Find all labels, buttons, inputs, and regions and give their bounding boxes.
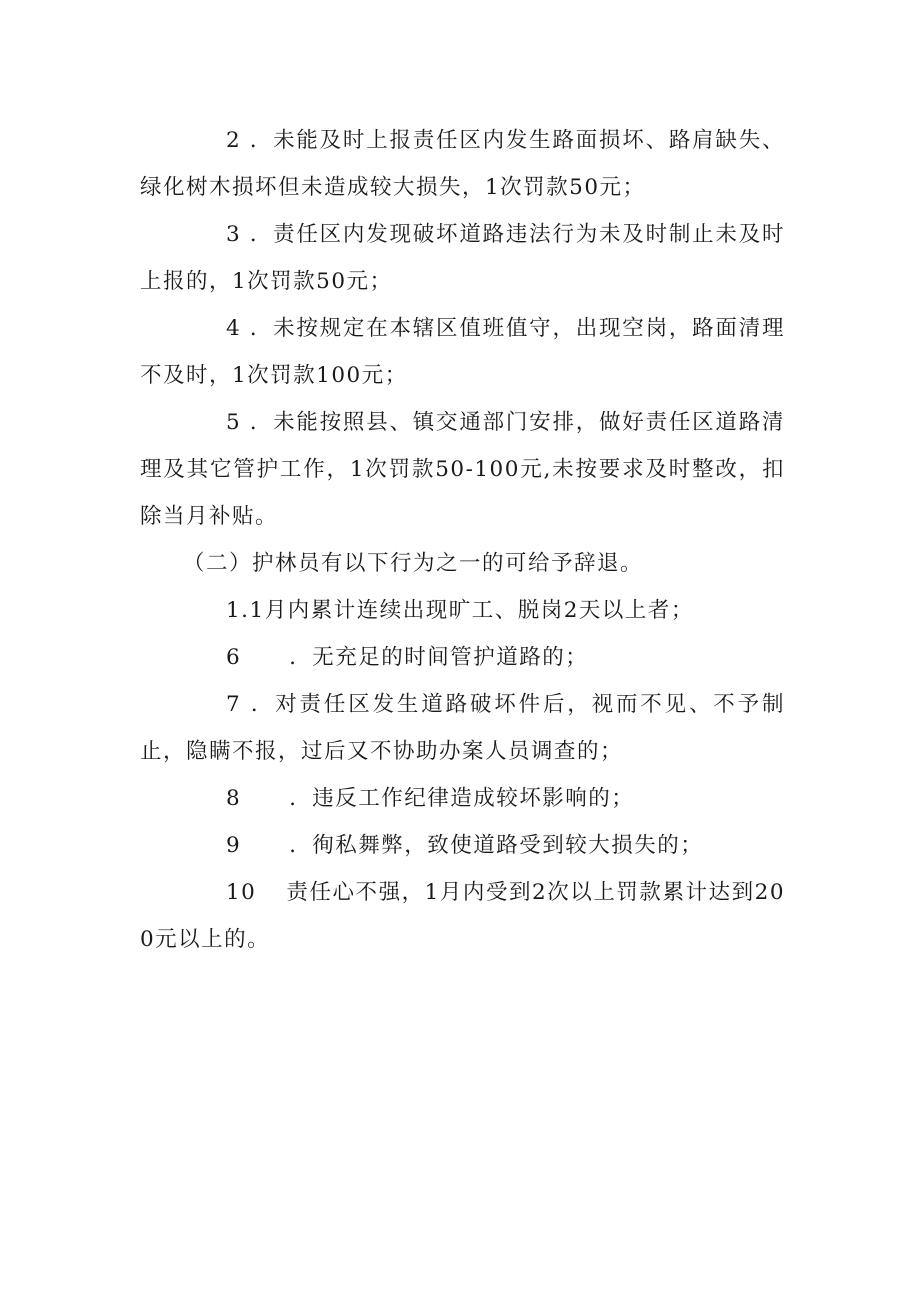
item-number: 3: [226, 222, 242, 247]
paragraph-text: 无充足的时间管护道路的；: [312, 645, 589, 670]
item-separator: ．: [250, 692, 276, 717]
item-separator: ．: [289, 786, 313, 811]
item-number: 1.1: [226, 598, 265, 623]
item-separator: ．: [249, 410, 274, 435]
section-heading-text: （二）护林员有以下行为之一的可给予辞退。: [183, 551, 644, 576]
paragraph-item-8: [140, 775, 785, 822]
paragraph-item-3: [140, 211, 785, 305]
paragraph-item-4: [140, 305, 785, 399]
paragraph-text: 违反工作纪律造成较坏影响的；: [312, 786, 635, 811]
item-separator: ．: [249, 128, 274, 153]
item-number: 4: [226, 316, 242, 341]
document-body: [140, 117, 785, 963]
paragraph-item-10: [140, 869, 785, 963]
item-separator: ．: [249, 316, 274, 341]
item-number: 6: [226, 645, 242, 670]
item-number: 2: [226, 128, 242, 153]
item-separator: ．: [289, 645, 313, 670]
item-number: 5: [226, 410, 242, 435]
paragraph-text: 对责任区发生道路破坏件后，视而不见、不予制止，隐瞒不报，过后又不协助办案人员调查的；: [140, 692, 785, 764]
paragraph-text: 未能按照县、镇交通部门安排，做好责任区道路清理及其它管护工作，1次罚款50-100元,未按要求及时整改，扣除当月补贴。: [140, 410, 785, 529]
item-number: 9: [226, 833, 242, 858]
item-number: 10: [226, 880, 257, 905]
paragraph-text: 月内累计连续出现旷工、脱岗2天以上者；: [264, 598, 694, 623]
item-number: 7: [226, 692, 242, 717]
paragraph-item-6: [140, 634, 785, 681]
paragraph-text: 责任心不强，1月内受到2次以上罚款累计达到200元以上的。: [140, 880, 785, 952]
paragraph-item-1-1: [140, 587, 785, 634]
paragraph-item-2: [140, 117, 785, 211]
item-number: 8: [226, 786, 242, 811]
paragraph-item-7: [140, 681, 785, 775]
paragraph-text: 责任区内发现破坏道路违法行为未及时制止未及时上报的，1次罚款50元；: [140, 222, 785, 294]
paragraph-text: 未按规定在本辖区值班值守，出现空岗，路面清理不及时，1次罚款100元；: [140, 316, 785, 388]
paragraph-text: 徇私舞弊，致使道路受到较大损失的；: [312, 833, 704, 858]
paragraph-text: 未能及时上报责任区内发生路面损坏、路肩缺失、绿化树木损坏但未造成较大损失，1次罚款50元；: [140, 128, 785, 200]
item-separator: ．: [289, 833, 313, 858]
paragraph-item-5: [140, 399, 785, 540]
item-separator: ．: [249, 222, 274, 247]
paragraph-item-9: [140, 822, 785, 869]
section-heading-2: [140, 540, 785, 587]
